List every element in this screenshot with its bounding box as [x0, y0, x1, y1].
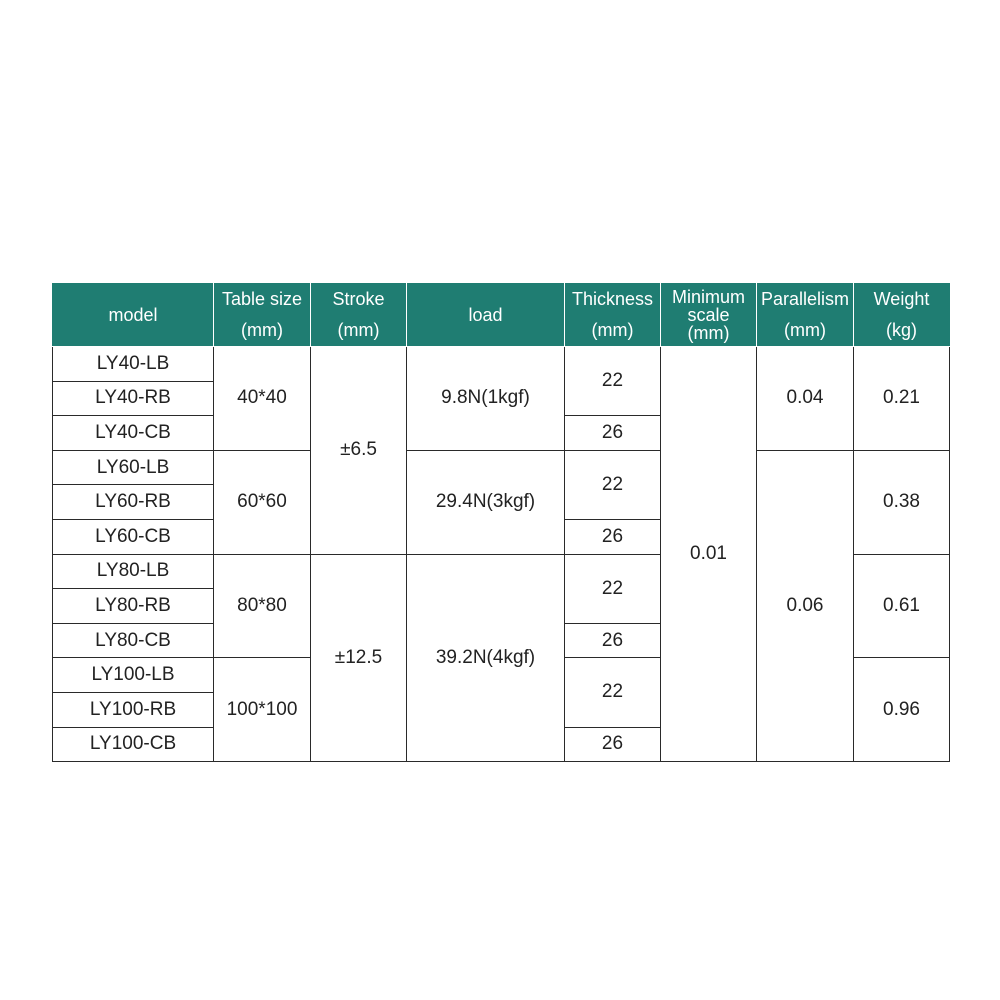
- model-cell: LY60-RB: [53, 485, 214, 520]
- table-size-cell: 60*60: [214, 450, 311, 554]
- model-cell: LY60-CB: [53, 519, 214, 554]
- thickness-cell: 22: [565, 658, 661, 727]
- load-cell: 9.8N(1kgf): [407, 347, 565, 451]
- model-cell: LY100-RB: [53, 692, 214, 727]
- model-cell: LY60-LB: [53, 450, 214, 485]
- thickness-cell: 22: [565, 554, 661, 623]
- header-thickness: Thickness (mm): [565, 284, 661, 347]
- thickness-cell: 26: [565, 623, 661, 658]
- model-cell: LY100-LB: [53, 658, 214, 693]
- parallelism-cell: 0.06: [757, 450, 854, 761]
- thickness-cell: 22: [565, 450, 661, 519]
- stroke-cell: ±6.5: [311, 347, 407, 555]
- header-parallelism: Parallelism (mm): [757, 284, 854, 347]
- header-min-scale: Minimum scale (mm): [661, 284, 757, 347]
- model-cell: LY80-LB: [53, 554, 214, 589]
- model-cell: LY80-CB: [53, 623, 214, 658]
- thickness-cell: 26: [565, 727, 661, 762]
- load-cell: 29.4N(3kgf): [407, 450, 565, 554]
- header-load: load: [407, 284, 565, 347]
- header-row: [53, 284, 950, 347]
- header-weight: Weight (kg): [854, 284, 950, 347]
- weight-cell: 0.61: [854, 554, 950, 658]
- table-size-cell: 40*40: [214, 347, 311, 451]
- header-stroke: Stroke (mm): [311, 284, 407, 347]
- load-cell: 39.2N(4kgf): [407, 554, 565, 762]
- header-model: model: [53, 284, 214, 347]
- table-size-cell: 80*80: [214, 554, 311, 658]
- table-row: [53, 347, 950, 382]
- table-size-cell: 100*100: [214, 658, 311, 762]
- header-table-size: Table size (mm): [214, 284, 311, 347]
- weight-cell: 0.38: [854, 450, 950, 554]
- thickness-cell: 26: [565, 519, 661, 554]
- model-cell: LY100-CB: [53, 727, 214, 762]
- model-cell: LY80-RB: [53, 589, 214, 624]
- min-scale-cell: 0.01: [661, 347, 757, 762]
- weight-cell: 0.21: [854, 347, 950, 451]
- thickness-cell: 22: [565, 347, 661, 416]
- stroke-cell: ±12.5: [311, 554, 407, 762]
- model-cell: LY40-CB: [53, 416, 214, 451]
- parallelism-cell: 0.04: [757, 347, 854, 451]
- model-cell: LY40-LB: [53, 347, 214, 382]
- spec-table: [52, 283, 950, 762]
- weight-cell: 0.96: [854, 658, 950, 762]
- table-row: [53, 450, 950, 485]
- model-cell: LY40-RB: [53, 381, 214, 416]
- thickness-cell: 26: [565, 416, 661, 451]
